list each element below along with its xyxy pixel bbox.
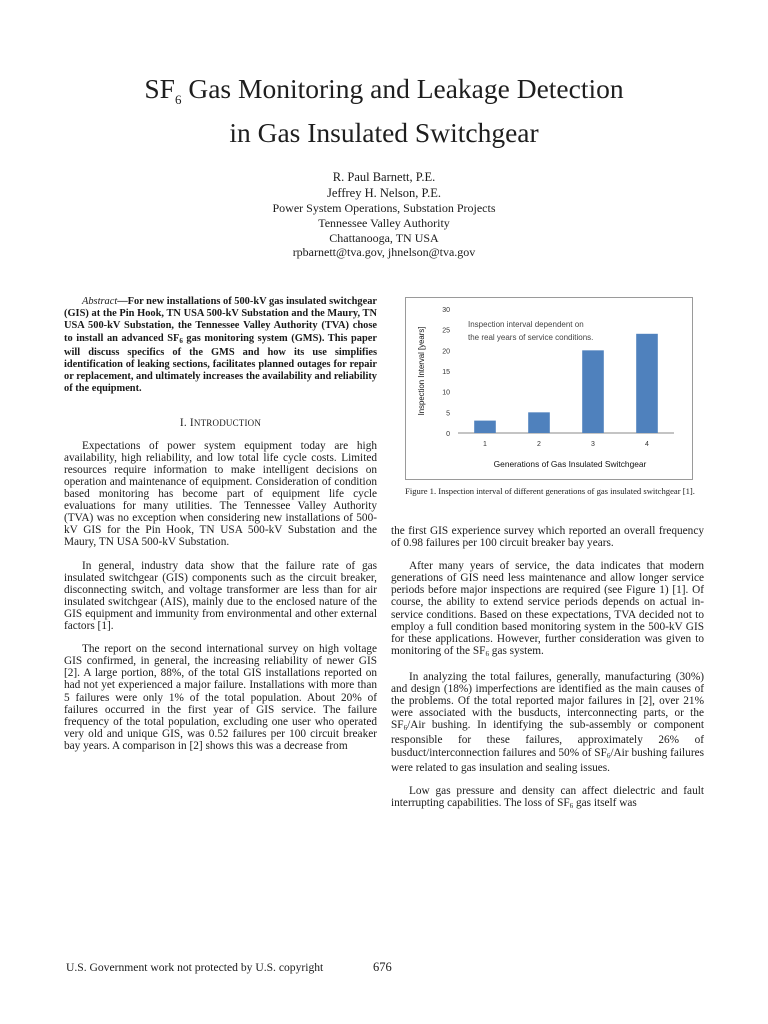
rp3-text-c: /Air bushing failures were related to gas insulation and sealing issues. — [391, 746, 704, 774]
intro-paragraph-1: Expectations of power system equipment today are high availability, high reliability, and low total life cycle costs. Limited resources require information to make intelligent decisions on operation and maintenance of equipment. Consideration of condition based monitoring has become part of equipment life cycle evaluations for many utilities. The Tennessee Valley Authority (TVA) was no exception when considering new installations of 500-kV GIS for the Pin Hook, TN USA 500-kV Substation and the Maury, TN USA 500-kV Substation. — [64, 439, 377, 549]
bar-4 — [636, 334, 658, 433]
section-initial: I — [189, 416, 194, 429]
x-axis-title: Generations of Gas Insulated Switchgear — [493, 459, 647, 469]
rp3-text-a: In analyzing the total failures, generally, manufacturing (30%) and design (18%) imperfections are identified as the main causes of the problems. Of the total reported major failures in [2], over 21% were associated with the busducts, interconnecting parts, or the SF — [391, 670, 704, 732]
y-axis-title: Inspection Interval [years] — [417, 326, 426, 416]
bar-2 — [528, 412, 550, 433]
chart-annotation-line-1: Inspection interval dependent on — [468, 320, 584, 329]
rp3-subscript-2: 6 — [606, 751, 611, 760]
right-paragraph-1: the first GIS experience survey which reported an overall frequency of 0.98 failures per 100 circuit breaker bay years. — [391, 525, 704, 550]
abstract-label: Abstract — [82, 296, 118, 307]
author-block — [0, 169, 768, 260]
section-smallcaps: NTRODUCTION — [193, 417, 262, 428]
section-number: I. — [179, 416, 187, 429]
title-subscript: 6 — [174, 92, 182, 107]
abstract — [64, 296, 377, 396]
left-column — [64, 296, 377, 752]
right-paragraph-4 — [391, 785, 704, 812]
author-name-1: R. Paul Barnett, P.E. — [332, 170, 436, 184]
x-tick-label-4: 4 — [645, 441, 649, 448]
bar-1 — [474, 421, 496, 433]
title-line-1 — [0, 72, 768, 116]
bar-chart-svg — [406, 298, 692, 479]
title-line-2: in Gas Insulated Switchgear — [229, 117, 539, 148]
author-location: Chattanooga, TN USA — [329, 230, 439, 245]
y-tick-label-6: 30 — [442, 307, 450, 314]
rp3-text-b: /Air bushing. In identifying the sub-assembly or component responsible for these failures, approximately 26% of busduct/interconnection failures and 50% of SF — [391, 719, 704, 759]
author-organization: Tennessee Valley Authority — [318, 215, 450, 230]
y-tick-label-0: 0 — [446, 431, 450, 438]
rp2-text-a: After many years of service, the data indicates that modern generations of GIS need less maintenance and allow longer service periods before major inspections are required (see Figure 1) [1]. Of course, the ability to extend service periods depends on actual in-service conditions. Based on these expectations, TVA decided not to employ a full condition based monitoring system in the 500-kV GIS for these applications. However, further consideration was given to monitoring of the SF — [391, 560, 704, 657]
bar-3 — [582, 350, 604, 433]
section-heading-introduction — [64, 417, 377, 429]
abstract-dash: — — [117, 296, 128, 307]
right-paragraph-3 — [391, 671, 704, 774]
author-emails: rpbarnett@tva.gov, jhnelson@tva.gov — [292, 245, 476, 260]
page-number: 676 — [373, 960, 392, 974]
chart-annotation-line-2: the real years of service conditions. — [468, 333, 594, 342]
rp4-subscript: 6 — [569, 801, 574, 810]
y-tick-label-2: 10 — [442, 389, 450, 397]
abstract-subscript: 6 — [179, 336, 183, 345]
figure-1-caption: Figure 1. Inspection interval of different generations of gas insulated switchgear [1]. — [405, 486, 695, 496]
y-tick-label-3: 15 — [442, 369, 450, 376]
rp2-subscript: 6 — [485, 649, 489, 658]
paper-title — [0, 72, 768, 149]
rp3-subscript-1: 6 — [403, 724, 408, 733]
right-paragraph-2 — [391, 560, 704, 660]
abstract-text-2: gas monitoring system (GMS). This paper will discuss specifics of the GMS and how its use simplifies identification of leaking sections, facilitates planned outages for repair or replacement, and ultimately increases the availability and reliability of the equipment. — [64, 332, 377, 395]
title-rest: Gas Monitoring and Leakage Detection — [181, 73, 624, 104]
y-tick-label-1: 5 — [446, 410, 450, 418]
copyright-notice: U.S. Government work not protected by U.S. copyright — [66, 961, 324, 974]
abstract-text-1: For new installations of 500-kV gas insulated switchgear (GIS) at the Pin Hook, TN USA 500-kV Substation and the Maury, TN USA 500-kV Substation, the Tennessee Valley Authority (TVA) chose to install an advanced SF — [64, 296, 377, 344]
rp2-text-b: gas system. — [488, 644, 544, 657]
rp4-text-b: gas itself was — [573, 796, 637, 809]
rp4-text-a: Low gas pressure and density can affect dielectric and fault interrupting capabilities. The loss of SF — [391, 784, 704, 809]
right-column — [391, 525, 704, 812]
intro-paragraph-2: In general, industry data show that the failure rate of gas insulated switchgear (GIS) components such as the circuit breaker, disconnecting switch, and voltage transformer are less than for air insulated switchgear (AIS), mainly due to the enclosed nature of the GIS equipment and immunity from environmental and other external factors [1]. — [64, 559, 377, 633]
intro-paragraph-3: The report on the second international survey on high voltage GIS confirmed, in general, the increasing reliability of newer GIS [2]. A large portion, 88%, of the total GIS installations reported on had not yet experienced a major failure. Installations with more than 5 failures were only 1% of the total population. About 20% of failures occurred in the first year of GIS service. The failure frequency of the total population, excluding one user who operated very old and unique GIS, was 0.52 failures per 100 circuit breaker bay years. A comparison in [2] shows this was a decrease from — [64, 643, 377, 752]
x-tick-label-3: 3 — [591, 441, 595, 448]
y-tick-label-4: 20 — [442, 348, 450, 356]
x-tick-label-1: 1 — [483, 441, 487, 448]
author-department: Power System Operations, Substation Projects — [272, 201, 496, 215]
title-sf: SF — [144, 73, 175, 104]
figure-1-chart — [405, 297, 693, 480]
x-tick-label-2: 2 — [537, 441, 541, 448]
author-name-2: Jeffrey H. Nelson, P.E. — [327, 186, 441, 200]
y-tick-label-5: 25 — [442, 327, 450, 335]
